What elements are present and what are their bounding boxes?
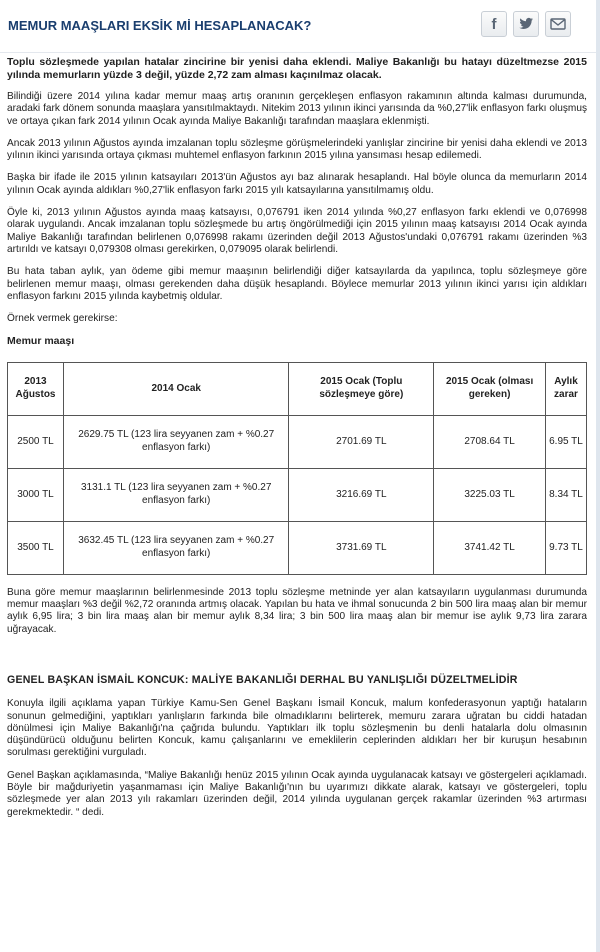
- table-cell: 3731.69 TL: [289, 521, 434, 574]
- table-header: Aylık zarar: [546, 362, 587, 415]
- table-cell: 3741.42 TL: [434, 521, 546, 574]
- salary-table: [7, 362, 587, 575]
- table-header: 2015 Ocak (Toplu sözleşmeye göre): [289, 362, 434, 415]
- table-cell: 2629.75 TL (123 lira seyyanen zam + %0.27 enflasyon farkı): [63, 415, 288, 468]
- table-cell: 8.34 TL: [546, 468, 587, 521]
- article-lead: Toplu sözleşmede yapılan hatalar zincirine bir yenisi daha eklendi. Maliye Bakanlığı bu hatayı düzeltmezse 2015 yılında memurların yüzde 3 değil, yüzde 2,72 zam alması kaçınılmaz olacak.: [7, 56, 587, 81]
- paragraph: Genel Başkan açıklamasında, “Maliye Bakanlığı henüz 2015 yılının Ocak ayında uygulanacak katsayı ve göstergeleri açıklamadı. Böyle bir mağduriyetin yaşanmaması için Maliye Bakanlığı'nın bu uyarımızı dikkate alarak, katsayı ve göstergeleri, toplu sözleşmede yer alan 2013 yılı rakamları üzerinden değil, 2014 yılında uygulanan gerçek rakamlar üzerinden %3 artırması gerekmektedir. “ dedi.: [7, 769, 587, 818]
- paragraph: Buna göre memur maaşlarının belirlenmesinde 2013 toplu sözleşme metninde yer alan katsayıların uygulanması durumunda memur maaşları %3 değil %2,72 oranında artmış olacak. Yapılan bu hata ve ihmal sonucunda 2 bin 500 lira maaş alan bir memur aylık 6,95 lira; 3 bin lira maaş alan bir memur aylık 8,34 lira; 3 bin 500 lira maaş alan bir memur ise aylık 9,73 lira zarara uğrayacak.: [7, 586, 587, 635]
- article-body: [7, 56, 587, 829]
- table-cell: 9.73 TL: [546, 521, 587, 574]
- page-edge-rule: [596, 0, 600, 952]
- article-title: MEMUR MAAŞLARI EKSİK Mİ HESAPLANACAK?: [8, 18, 312, 33]
- paragraph: Örnek vermek gerekirse:: [7, 313, 118, 325]
- table-cell: 3131.1 TL (123 lira seyyanen zam + %0.27 enflasyon farkı): [63, 468, 288, 521]
- table-cell: 3225.03 TL: [434, 468, 546, 521]
- paragraph: Öyle ki, 2013 yılının Ağustos ayında maaş katsayısı, 0,076791 iken 2014 yılında %0,27 enflasyon farkı eklendi ve 0,076998 olarak uygulandı. Ancak imzalanan toplu sözleşmede bu artış öngörülmediği için 2015 yılının maaş katsayısı 2014 Ocak ayında Maliye Bakanlığı tarafından belirlenen 0,076998 rakamı üzerinden değil 2013 Ağustos'undaki 0,076791 rakamı üzerinden %3 artırıldı ve katsayı 0,079308 olması gerekirken, 0,079095 olarak belirlendi.: [7, 207, 587, 255]
- facebook-share-button[interactable]: [481, 11, 507, 37]
- twitter-share-button[interactable]: [513, 11, 539, 37]
- table-cell: 2701.69 TL: [289, 415, 434, 468]
- table-title: Memur maaşı: [7, 335, 75, 348]
- table-cell: 3000 TL: [8, 468, 64, 521]
- table-header: 2013 Ağustos: [8, 362, 64, 415]
- paragraph: Bu hata taban aylık, yan ödeme gibi memur maaşının belirlendiği diğer katsayılarda da yapılınca, toplu sözleşmeye göre belirlenen memur maaşı, olması gerekenden daha düşük hesaplandı. Böylece memurlar 2013 yılının ikinci yarısı için aldıkları enflasyon farkını 2015 yılında kaybetmiş oldular.: [7, 266, 587, 302]
- table-row: [8, 468, 587, 521]
- twitter-icon: [518, 17, 534, 31]
- article-header: [0, 0, 596, 53]
- table-cell: 3632.45 TL (123 lira seyyanen zam + %0.27 enflasyon farkı): [63, 521, 288, 574]
- facebook-icon: f: [491, 15, 497, 33]
- table-cell: 2500 TL: [8, 415, 64, 468]
- table-cell: 3500 TL: [8, 521, 64, 574]
- section-title: GENEL BAŞKAN İSMAİL KONCUK: MALİYE BAKANLIĞI DERHAL BU YANLIŞLIĞI DÜZELTMELİDİR: [7, 673, 518, 686]
- table-header: 2015 Ocak (olması gereken): [434, 362, 546, 415]
- envelope-icon: [550, 18, 566, 30]
- table-cell: 6.95 TL: [546, 415, 587, 468]
- table-row: [8, 415, 587, 468]
- table-cell: 2708.64 TL: [434, 415, 546, 468]
- table-row: [8, 521, 587, 574]
- paragraph: Başka bir ifade ile 2015 yılının katsayıları 2013'ün Ağustos ayı baz alınarak hesaplandı. Hal böyle olunca da memurların 2014 yılının Ocak ayında aldıkları %0,27'lik enflasyon farkı 2015 yılı katsayılarına yansıtılmamış oldu.: [7, 172, 587, 196]
- paragraph: Ancak 2013 yılının Ağustos ayında imzalanan toplu sözleşme görüşmelerindeki yanlışlar zincirine bir yenisi daha eklendi ve 2013 yılının ikinci yarısında ortaya çıkması muhtemel enflasyon farkının 2015 yılına yansıması hesap edilemedi.: [7, 137, 587, 162]
- share-buttons: [481, 11, 571, 37]
- paragraph: Konuyla ilgili açıklama yapan Türkiye Kamu-Sen Genel Başkanı İsmail Koncuk, malum konfederasyonun yaptığı hataların sonunun gelmediğini, yaptıkları yanlışların farkında bile olmadıklarını belirterek, memuru zarara uğratan bu ciddi hatadan dönülmesi için Maliye Bakanlığı'na çağrıda bulundu. Yaptıkları ilk toplu sözleşmenin bu denli hatalarla dolu olmasının düşündürücü olduğunu belirten Koncuk, kamu çalışanlarını ve emeklilerin ceplerinden aldıkları her bir kuruşun hesabının sorulması gerektiğini vurguladı.: [7, 698, 587, 759]
- paragraph: Bilindiği üzere 2014 yılına kadar memur maaş artış oranının gerçekleşen enflasyon rakamının altında kalması durumunda, aradaki fark dönem sonunda maaşlara yansıtılmaktaydı. Nitekim 2013 yılının ikinci yarısında da %0,27'lik enflasyon farkı oluşmuş ve ortaya çıkan fark 2014 yılının Ocak ayında Maliye Bakanlığı tarafından maaşlara eklenmişti.: [7, 91, 587, 127]
- table-cell: 3216.69 TL: [289, 468, 434, 521]
- table-header: 2014 Ocak: [63, 362, 288, 415]
- email-share-button[interactable]: [545, 11, 571, 37]
- table-header-row: [8, 362, 587, 415]
